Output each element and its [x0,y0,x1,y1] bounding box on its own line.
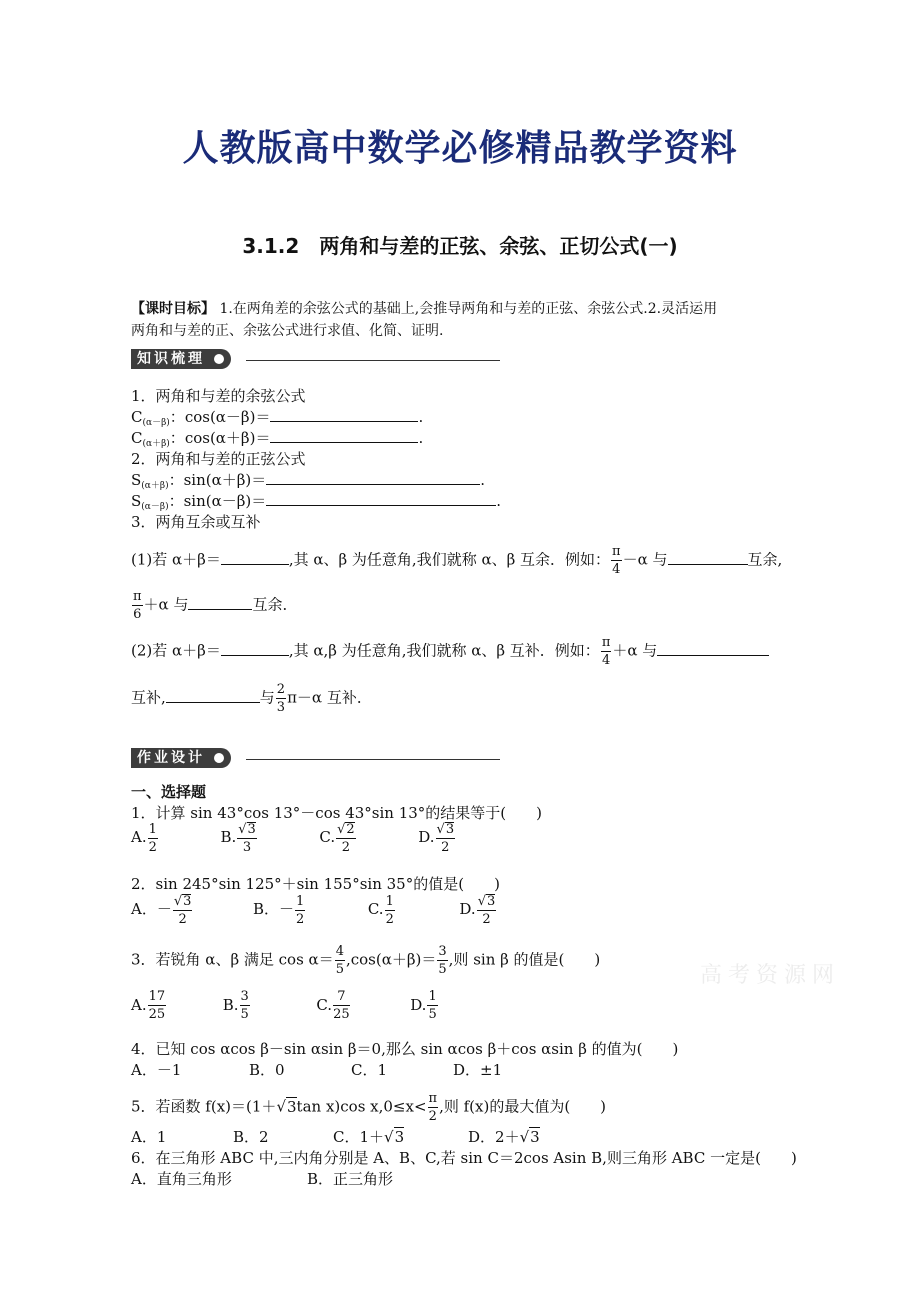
answer-blank[interactable] [221,550,289,565]
option-b[interactable]: B．正三角形 [307,1170,394,1188]
para-2-line-1: (2)若 α＋β＝ ,其 α,β 为任意角,我们就称 α、β 互补．例如： $\frac{\pi}{4}$ ＋α 与 [131,636,769,667]
fraction: $\frac{\pi}{4}$ [612,544,621,577]
q6-options [131,1168,393,1189]
answer-blank[interactable] [270,407,418,422]
option-b[interactable]: B．0 [249,1061,285,1079]
bullet-dot-icon [214,354,224,364]
para-1-line-2: $\frac{\pi}{6}$ ＋α 与 互余． [133,589,298,622]
option-c[interactable]: C. $\frac{7}{25}$ [316,989,350,1022]
heading-cos-formula: 1．两角和与差的余弦公式 [131,387,306,405]
section-divider [246,360,500,361]
heading-sin-formula: 2．两角和与差的正弦公式 [131,450,306,468]
fraction: $\frac{\pi}{4}$ [601,635,611,668]
c-minus-row: $C_{(\alpha-\beta)}$：cos(α－β)＝ . [131,408,424,428]
option-d[interactable]: D．2＋√3 [468,1128,540,1146]
answer-blank[interactable] [657,641,769,656]
question-5: 5．若函数 f(x)＝(1＋√3tan x)cos x,0≤x< $\frac{\pi}{2}$ ,则 f(x)的最大值为( ) [131,1091,607,1124]
option-b[interactable]: B. $\frac{√3}{3}$ [220,822,256,855]
answer-blank[interactable] [266,470,480,485]
option-c[interactable]: C．1＋√3 [333,1128,405,1146]
question-3: 3．若锐角 α、β 满足 cos α＝ $\frac{4}{5}$ ,cos(α＋β)＝ $\frac{3}{5}$ ,则 sin β 的值是( ) [131,944,601,977]
option-b[interactable]: B．2 [233,1128,269,1146]
option-b[interactable]: B. $\frac{3}{5}$ [222,989,249,1022]
section-divider [246,759,500,760]
answer-blank[interactable] [668,550,748,565]
s-plus-row: $S_{(\alpha+\beta)}$：sin(α＋β)＝ . [131,471,486,491]
fraction: $\frac{\pi}{6}$ [133,589,142,622]
q5-options [131,1126,540,1147]
q4-options [131,1059,502,1080]
para-1-line-1: (1)若 α＋β＝ ,其 α、β 为任意角,我们就称 α、β 互余．例如： $\frac{\pi}{4}$ －α 与 互余, [131,544,783,577]
bullet-dot-icon [214,753,224,763]
fraction: $\frac{2}{3}$ [276,682,286,715]
q1-options [131,822,456,854]
s-minus-row: $S_{(\alpha-\beta)}$：sin(α－β)＝ . [131,492,502,512]
question-4: 4．已知 cos αcos β－sin αsin β＝0,那么 sin αcos β＋cos αsin β 的值为( ) [131,1040,679,1058]
option-a[interactable]: A．－1 [131,1061,182,1079]
lesson-goal [131,298,717,318]
answer-blank[interactable] [188,595,252,610]
answer-blank[interactable] [266,491,496,506]
question-6: 6．在三角形 ABC 中,三内角分别是 A、B、C,若 sin C＝2cos Asin B,则三角形 ABC 一定是( ) [131,1149,797,1167]
question-1: 1．计算 sin 43°cos 13°－cos 43°sin 13°的结果等于( ) [131,804,543,822]
option-a[interactable]: A. $\frac{17}{25}$ [131,989,166,1022]
goal-tag: 【课时目标】 [131,301,215,317]
option-d[interactable]: D．±1 [453,1061,503,1079]
para-2-line-2: 互补, 与 $\frac{2}{3}$ π－α 互补． [131,682,372,715]
section-knowledge-tag [131,349,231,369]
answer-blank[interactable] [166,688,260,703]
goal-text-1: 1.在两角差的余弦公式的基础上,会推导两角和与差的正弦、余弦公式.2.灵活运用 [219,301,718,317]
q3-options [131,990,439,1021]
option-d[interactable]: D. $\frac{√3}{2}$ [418,822,455,855]
lesson-title: 3.1.2 两角和与差的正弦、余弦、正切公式(一) [242,234,678,258]
question-2: 2．sin 245°sin 125°＋sin 155°sin 35°的值是( ) [131,875,500,893]
option-a[interactable]: A. $\frac{1}{2}$ [131,821,157,855]
option-a[interactable]: A．－ $\frac{√3}{2}$ [131,894,192,927]
q2-options [131,894,497,926]
answer-blank[interactable] [270,428,418,443]
heading-complement: 3．两角互余或互补 [131,513,261,531]
option-a[interactable]: A．1 [131,1128,167,1146]
watermark: 高考资源网 [700,963,841,988]
c-plus-row: $C_{(\alpha+\beta)}$：cos(α＋β)＝ . [131,429,424,449]
option-c[interactable]: C. $\frac{1}{2}$ [367,893,394,927]
exercise-heading: 一、选择题 [131,783,207,801]
section-knowledge-label: 知识梳理 [137,351,205,367]
section-homework-label: 作业设计 [137,750,205,766]
option-d[interactable]: D. $\frac{1}{5}$ [410,989,437,1022]
option-d[interactable]: D. $\frac{√3}{2}$ [459,894,496,927]
section-homework-tag [131,748,231,768]
answer-blank[interactable] [221,641,289,656]
banner-title: 人教版高中数学必修精品教学资料 [182,128,738,169]
option-a[interactable]: A．直角三角形 [131,1170,232,1188]
option-c[interactable]: C. $\frac{√2}{2}$ [319,822,355,855]
goal-text-2: 两角和与差的正、余弦公式进行求值、化简、证明. [131,323,444,339]
option-b[interactable]: B．－ $\frac{1}{2}$ [252,893,305,927]
option-c[interactable]: C．1 [351,1061,388,1079]
